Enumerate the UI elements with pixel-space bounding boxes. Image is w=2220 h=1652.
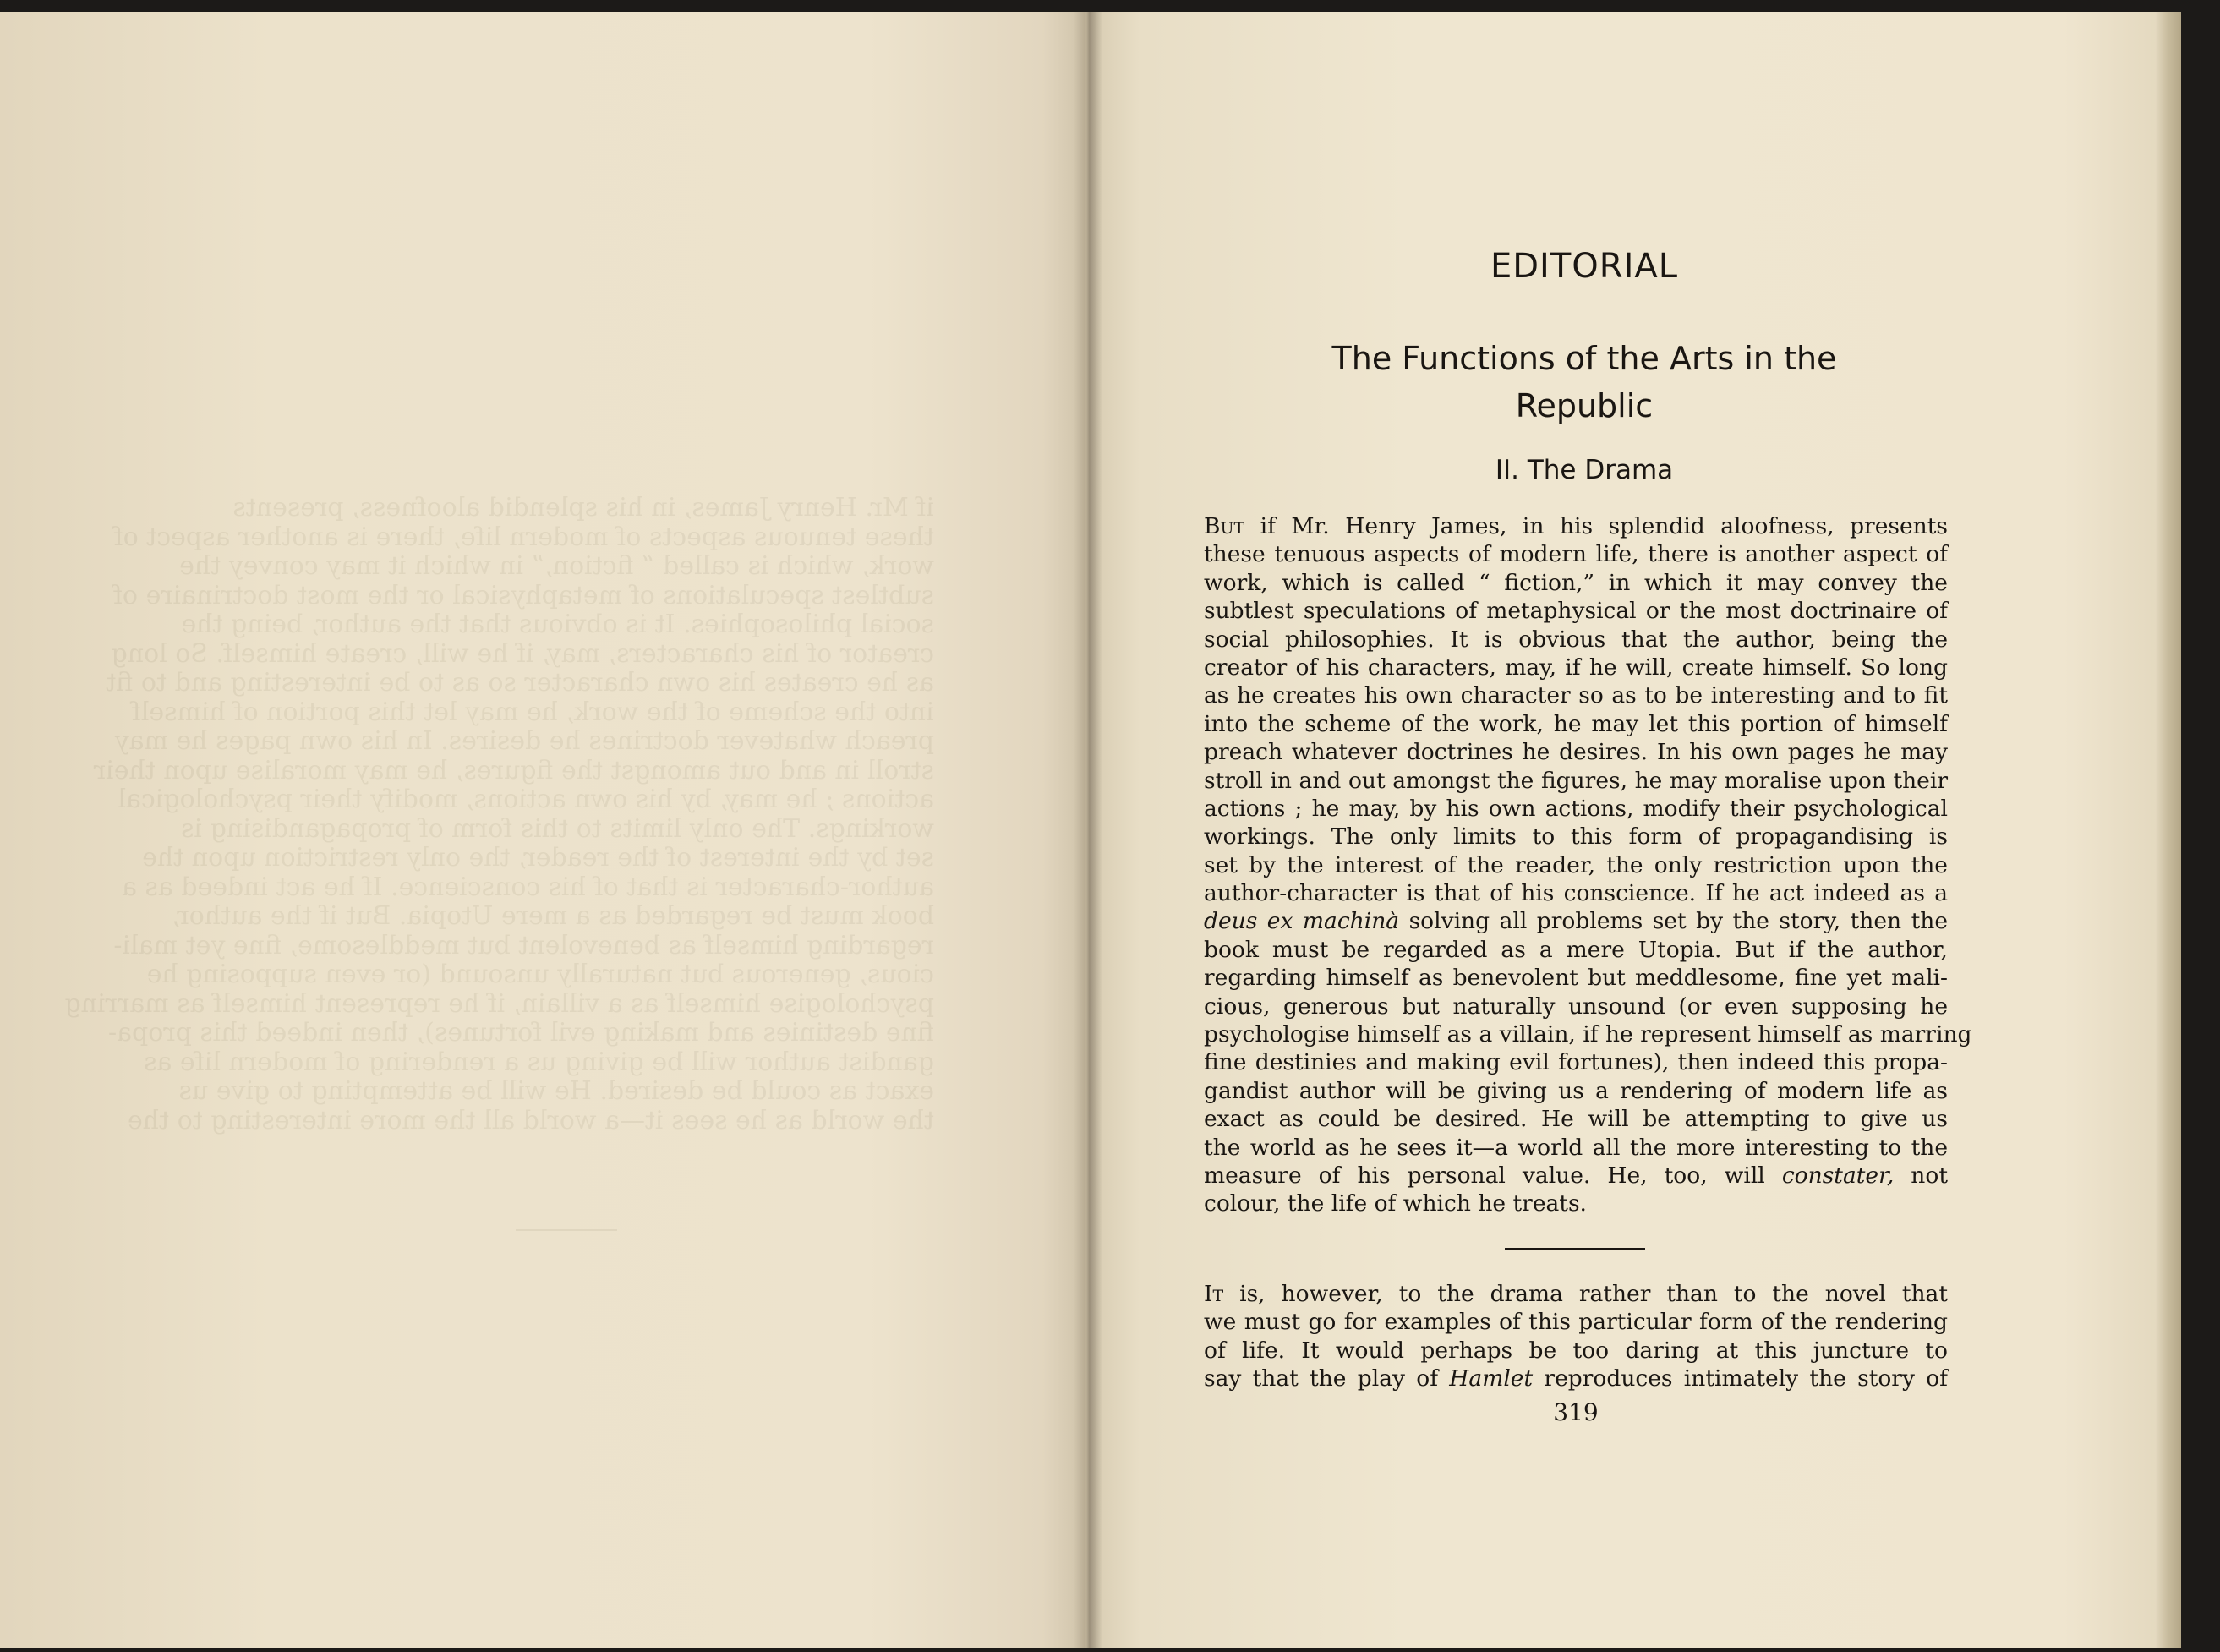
text-line: these tenuous aspects of modern life, there is another aspect of: [1204, 541, 1948, 568]
show-through-line: subtlest speculations of metaphysical or the most doctrinaire of: [112, 580, 934, 610]
italic-phrase: Hamlet: [1449, 1365, 1534, 1392]
text-line: [1204, 1365, 1948, 1392]
text-span: solving all problems set by the story, then the: [1399, 908, 1948, 935]
show-through-line: social philosophies. It is obvious that the author, being the: [181, 610, 934, 639]
text-span: reproduces intimately the story of: [1533, 1365, 1948, 1392]
text-line: stroll in and out amongst the figures, he may moralise upon their: [1204, 767, 1948, 794]
text-line: gandist author will be giving us a rendering of modern life as: [1204, 1077, 1948, 1104]
text-line: the world as he sees it—a world all the more interesting to the: [1204, 1134, 1948, 1161]
show-through-line: the world as he sees it—a world all the more interesting to the: [128, 1105, 934, 1135]
show-through-rule: [516, 1229, 617, 1231]
text-line: cious, generous but naturally unsound (or even supposing he: [1204, 993, 1948, 1020]
text-line: regarding himself as benevolent but meddlesome, fine yet mali-: [1204, 965, 1948, 992]
show-through-line: set by the interest of the reader, the only restriction upon the: [142, 843, 934, 872]
text-line: [1204, 512, 1948, 540]
text-line: we must go for examples of this particular form of the rendering: [1204, 1309, 1948, 1336]
show-through-line: author-character is that of his conscience. If he act indeed as a: [122, 872, 934, 902]
show-through-line: fine destinies and making evil fortunes), then indeed this propa-: [108, 1018, 934, 1048]
show-through-line: as he creates his own character so as to be interesting and to fit: [106, 668, 934, 697]
text-span: if Mr. Henry James, in his splendid aloofness, presents: [1244, 513, 1948, 539]
article-title: [1204, 335, 1965, 429]
show-through-line: these tenuous aspects of modern life, there is another aspect of: [113, 522, 934, 552]
page-edge: [2156, 12, 2181, 1648]
italic-phrase: deus ex machinà: [1204, 908, 1400, 935]
text-line: work, which is called “ fiction,” in which it may convey the: [1204, 569, 1948, 596]
text-span: not: [1894, 1162, 1948, 1189]
show-through-line: if Mr. Henry James, in his splendid aloofness, presents: [232, 493, 934, 522]
show-through-line: workings. The only limits to this form of propagandising is: [181, 813, 934, 844]
lead-word: It: [1204, 1281, 1224, 1307]
show-through-line: into the scheme of the work, he may let this portion of himself: [131, 697, 934, 727]
text-span: is, however, to the drama rather than to the novel that: [1223, 1281, 1948, 1307]
italic-phrase: constater,: [1781, 1162, 1895, 1189]
lead-word: But: [1204, 513, 1245, 539]
text-line: subtlest speculations of metaphysical or the most doctrinaire of: [1204, 598, 1948, 625]
text-line: creator of his characters, may, if he will, create himself. So long: [1204, 654, 1948, 681]
show-through-line: actions ; he may, by his own actions, modify their psychological: [118, 785, 934, 814]
text-line: book must be regarded as a mere Utopia. But if the author,: [1204, 936, 1948, 963]
show-through-line: regarding himself as benevolent but meddlesome, fine yet mali-: [113, 930, 934, 960]
show-through-line: creator of his characters, may, if he will, create himself. So long: [111, 638, 934, 669]
book-spread: [0, 12, 2220, 1648]
show-through-line: book must be regarded as a mere Utopia. But if the author,: [172, 901, 934, 931]
text-line: preach whatever doctrines he desires. In his own pages he may: [1204, 739, 1948, 766]
text-line: actions ; he may, by his own actions, modify their psychological: [1204, 795, 1948, 822]
section-rule: [1505, 1248, 1645, 1250]
text-line: into the scheme of the work, he may let this portion of himself: [1204, 710, 1948, 737]
show-through-line: gandist author will be giving us a rendering of modern life as: [144, 1047, 934, 1077]
text-line: [1204, 1280, 1948, 1308]
show-through-line: preach whatever doctrines he desires. In his own pages he may: [114, 726, 934, 756]
text-line: of life. It would perhaps be too daring at this juncture to: [1204, 1337, 1948, 1364]
text-line: exact as could be desired. He will be attempting to give us: [1204, 1106, 1948, 1133]
book-gutter: [1074, 12, 1102, 1648]
show-through-line: exact as could be desired. He will be attempting to give us: [178, 1076, 934, 1106]
show-through-line: work, which is called “ fiction,” in which it may convey the: [179, 551, 934, 581]
show-through-text: [64, 493, 934, 1135]
text-line: fine destinies and making evil fortunes), then indeed this propa-: [1204, 1049, 1948, 1076]
text-line: [1204, 1162, 1948, 1190]
page-number: 319: [1553, 1398, 1599, 1426]
text-span: measure of his personal value. He, too, will: [1204, 1162, 1782, 1189]
article-title-line: The Functions of the Arts in the: [1331, 340, 1837, 377]
paragraph-2: [1204, 1280, 1948, 1393]
text-line: colour, the life of which he treats.: [1204, 1190, 1587, 1217]
show-through-line: psychologise himself as a villain, if he represent himself as marring: [64, 988, 934, 1019]
text-line: set by the interest of the reader, the only restriction upon the: [1204, 851, 1948, 878]
show-through-line: stroll in and out amongst the figures, he may moralise upon their: [93, 755, 934, 785]
text-span: say that the play of: [1204, 1365, 1450, 1392]
show-through-line: cious, generous but naturally unsound (or even supposing he: [146, 960, 934, 989]
text-line: psychologise himself as a villain, if he represent himself as marring: [1204, 1021, 1972, 1048]
section-heading: EDITORIAL: [1490, 247, 1679, 286]
text-line: workings. The only limits to this form of propagandising is: [1204, 823, 1948, 851]
article-subtitle: II. The Drama: [1495, 455, 1674, 485]
text-line: social philosophies. It is obvious that the author, being the: [1204, 626, 1948, 653]
text-line: author-character is that of his conscience. If he act indeed as a: [1204, 880, 1948, 907]
paragraph-1: [1204, 512, 1972, 1218]
text-line: as he creates his own character so as to be interesting and to fit: [1204, 682, 1948, 709]
article-title-line: Republic: [1515, 387, 1654, 424]
text-line: [1204, 907, 1948, 935]
